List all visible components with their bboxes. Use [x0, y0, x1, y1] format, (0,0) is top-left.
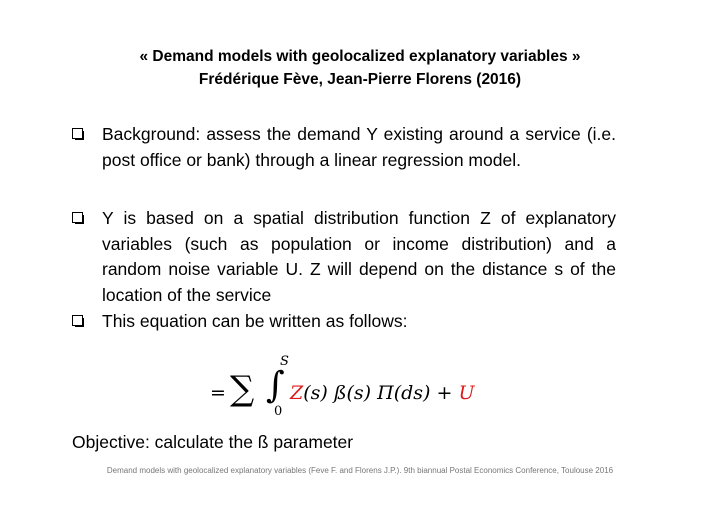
checkbox-bullet-icon	[72, 315, 83, 326]
pi-term: Π(ds) +	[377, 382, 459, 404]
slide-title	[60, 45, 660, 91]
integral-lower-limit: 0	[274, 404, 283, 419]
equation-body	[290, 382, 474, 404]
checkbox-bullet-icon	[72, 128, 83, 139]
u-term: U	[458, 382, 475, 404]
bullet-equation-intro	[72, 309, 616, 335]
bullet-spatial-distribution	[72, 206, 616, 308]
integral-symbol: ∫	[266, 365, 285, 406]
z-term: Z	[290, 382, 304, 404]
sum-symbol: ∑	[230, 369, 255, 409]
bullet-text: Y is based on a spatial distribution function Z of explanatory variables (such as population or income distribution) and a random noise variable U. Z will depend on the distance s of the location of the service	[102, 208, 616, 305]
bullet-background	[72, 122, 616, 173]
objective-text: Objective: calculate the ß parameter	[72, 432, 354, 452]
bullet-text: This equation can be written as follows:	[102, 311, 408, 331]
title-line-1: « Demand models with geolocalized explanatory variables »	[139, 48, 581, 65]
demand-equation	[210, 354, 510, 420]
z-argument: (s)	[303, 382, 334, 404]
integral-upper-limit: S	[280, 354, 289, 369]
title-authors: Frédérique Fève, Jean-Pierre Florens (2016)	[198, 71, 522, 88]
beta-term: ß(s)	[333, 382, 378, 404]
checkbox-bullet-icon	[72, 212, 83, 223]
slide-footer: Demand models with geolocalized explanatory variables (Feve F. and Florens J.P.). 9th biannual Postal Economics Conference, Toulouse 2016	[106, 466, 614, 475]
bullet-text: Background: assess the demand Y existing around a service (i.e. post office or bank) through a linear regression model.	[102, 124, 616, 170]
equals-sign: =	[210, 382, 226, 404]
